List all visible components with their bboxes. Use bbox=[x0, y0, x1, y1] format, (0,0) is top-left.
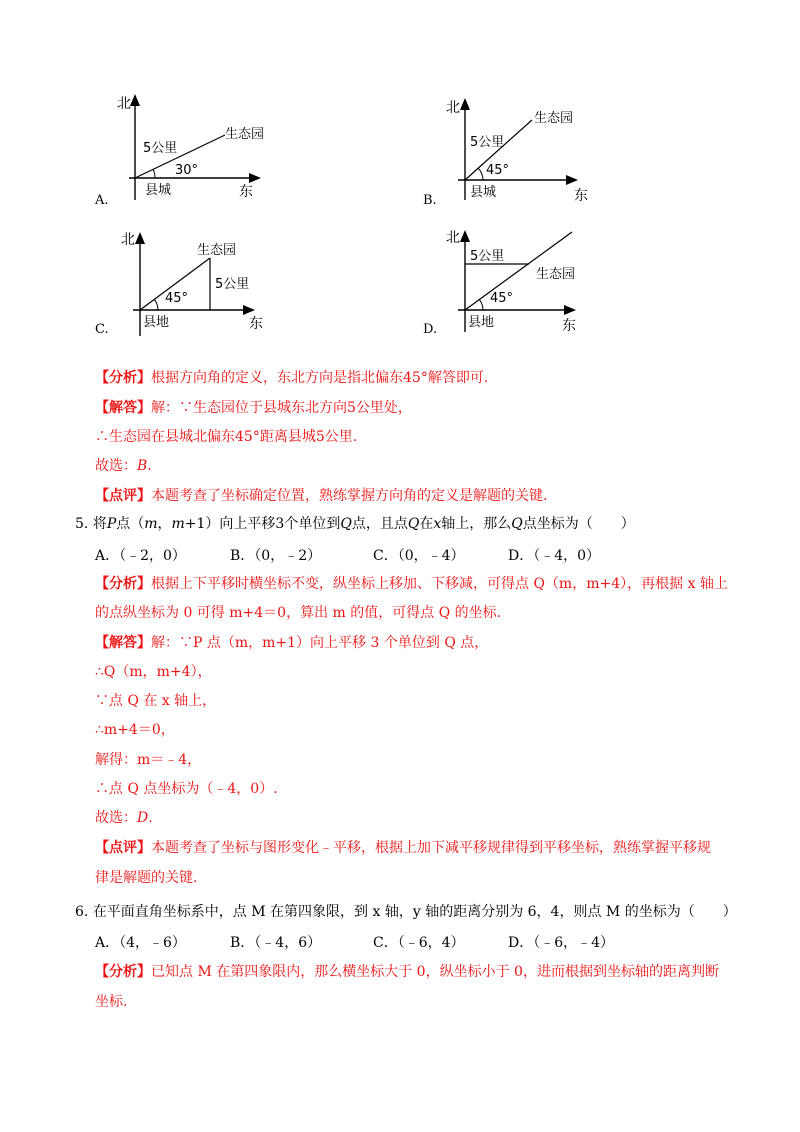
q5-option-c[interactable]: C．（0，﹣4） bbox=[373, 548, 465, 564]
origin-label: 县城 bbox=[470, 185, 497, 200]
q5-analysis-2: 的点纵坐标为 0 可得 m+4＝0，算出 m 的值，可得点 Q 的坐标. bbox=[95, 605, 502, 621]
q6-analysis-2: 坐标. bbox=[95, 994, 128, 1010]
q6-option-d[interactable]: D．（﹣6，﹣4） bbox=[508, 935, 615, 951]
diagram-d bbox=[440, 222, 590, 346]
q5-answer-3: ∵点 Q 在 x 轴上， bbox=[95, 693, 217, 709]
figure-a bbox=[115, 90, 275, 210]
q4-comment: 【点评】本题考查了坐标确定位置，熟练掌握方向角的定义是解题的关键. bbox=[95, 488, 548, 504]
option-b-label: B. bbox=[423, 193, 437, 208]
q5-option-d[interactable]: D．（﹣4，0） bbox=[508, 548, 601, 564]
q5-comment-2: 律是解题的关键. bbox=[95, 870, 198, 886]
q5-analysis-1: 【分析】根据上下平移时横坐标不变，纵坐标上移加、下移减，可得点 Q（m，m+4），再根据 x 轴上 bbox=[95, 576, 728, 592]
q6-option-b[interactable]: B．（﹣4，6） bbox=[230, 935, 322, 951]
option-c-label: C. bbox=[95, 322, 109, 337]
q5-answer-4: ∴m+4＝0， bbox=[95, 722, 175, 738]
east-label: 东 bbox=[239, 184, 253, 200]
q6-option-c[interactable]: C．（﹣6，4） bbox=[373, 935, 465, 951]
distance-label: 5公里 bbox=[143, 141, 178, 156]
north-label: 北 bbox=[446, 230, 460, 246]
q5-stem: 5. 将P点（m，m+1）向上平移3个单位到Q点，且点Q在x轴上，那么Q点坐标为（ ） bbox=[75, 516, 635, 532]
q5-answer-6: ∴点 Q 点坐标为（﹣4，0）. bbox=[95, 781, 278, 797]
target-label: 生态园 bbox=[534, 111, 574, 126]
east-label: 东 bbox=[562, 318, 576, 334]
distance-label: 5公里 bbox=[215, 277, 250, 292]
figure-b bbox=[440, 92, 600, 212]
distance-label: 5公里 bbox=[470, 135, 505, 150]
north-label: 北 bbox=[446, 100, 460, 116]
q4-answer-1: 【解答】解：∵生态园位于县城东北方向5公里处， bbox=[95, 400, 412, 416]
east-label: 东 bbox=[574, 188, 588, 204]
diagram-a bbox=[115, 90, 275, 210]
target-label: 生态园 bbox=[225, 127, 265, 142]
q5-comment-1: 【点评】本题考查了坐标与图形变化﹣平移，根据上加下减平移规律得到平移坐标，熟练掌握平移规 bbox=[95, 840, 711, 856]
north-label: 北 bbox=[121, 232, 135, 248]
diagram-b bbox=[440, 92, 600, 212]
origin-label: 县地 bbox=[468, 315, 495, 330]
diagram-c bbox=[115, 226, 275, 346]
distance-label: 5公里 bbox=[470, 249, 505, 264]
q5-answer-1: 【解答】解：∵P 点（m，m+1）向上平移 3 个单位到 Q 点， bbox=[95, 635, 489, 651]
figure-d bbox=[440, 222, 590, 346]
angle-label: 30° bbox=[175, 163, 199, 178]
q4-analysis: 【分析】根据方向角的定义，东北方向是指北偏东45°解答即可. bbox=[95, 370, 489, 386]
q5-option-b[interactable]: B．（0，﹣2） bbox=[230, 548, 322, 564]
figure-c bbox=[115, 226, 275, 346]
option-d-label: D. bbox=[423, 322, 438, 337]
q4-choice: 故选：B. bbox=[95, 458, 152, 474]
east-label: 东 bbox=[249, 316, 263, 332]
target-label: 生态园 bbox=[536, 267, 576, 282]
angle-label: 45° bbox=[490, 291, 514, 306]
q5-answer-2: ∴Q（m，m+4）， bbox=[95, 664, 212, 680]
origin-label: 县地 bbox=[143, 315, 170, 330]
angle-label: 45° bbox=[165, 291, 189, 306]
q6-stem: 6. 在平面直角坐标系中，点 M 在第四象限，到 x 轴，y 轴的距离分别为 6，4，则点 M 的坐标为（ ） bbox=[75, 904, 737, 920]
q5-option-a[interactable]: A．（﹣2，0） bbox=[95, 548, 186, 564]
angle-label: 45° bbox=[486, 163, 510, 178]
q6-analysis-1: 【分析】已知点 M 在第四象限内，那么横坐标大于 0，纵坐标小于 0，进而根据到坐标轴的距离判断 bbox=[95, 964, 719, 980]
q5-choice: 故选：D. bbox=[95, 810, 153, 826]
origin-label: 县城 bbox=[145, 183, 172, 198]
q5-answer-5: 解得：m＝﹣4， bbox=[95, 752, 202, 768]
north-label: 北 bbox=[117, 96, 131, 112]
target-label: 生态园 bbox=[197, 243, 237, 258]
q6-option-a[interactable]: A．（4，﹣6） bbox=[95, 935, 186, 951]
option-a-label: A. bbox=[95, 193, 109, 208]
q4-answer-2: ∴生态园在县城北偏东45°距离县城5公里. bbox=[95, 429, 358, 445]
